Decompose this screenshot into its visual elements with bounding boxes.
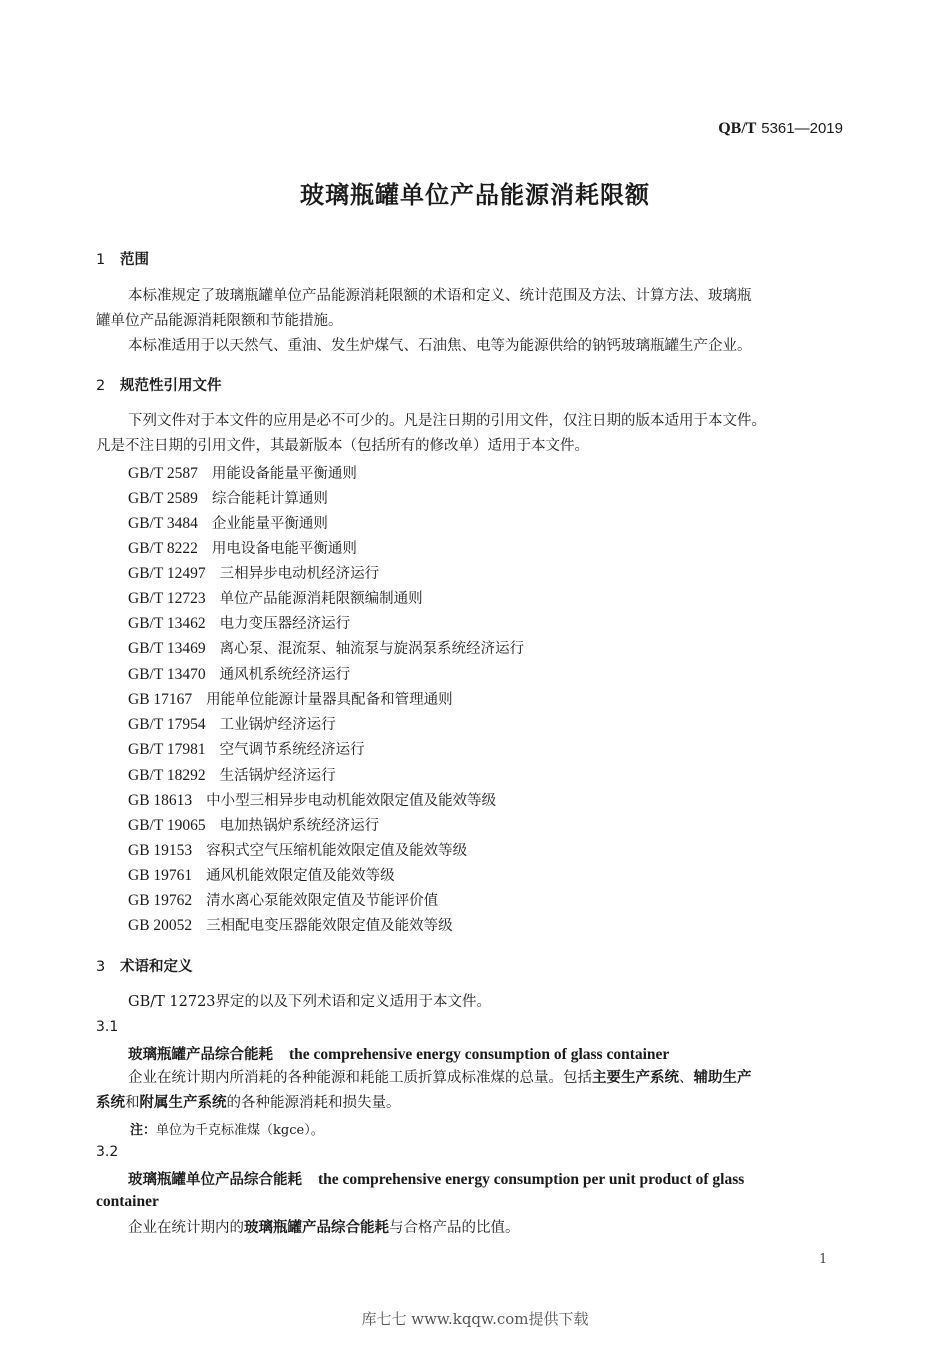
reference-code: GB/T 13462: [128, 615, 206, 632]
terms-intro: GB/T 12723界定的以及下列术语和定义适用于本文件。: [128, 994, 492, 1010]
section-1-number: 1: [96, 252, 106, 268]
term-3-2-definition: [128, 1215, 520, 1241]
download-source-footer: 库七七 www.kqqw.com提供下载: [361, 1310, 589, 1328]
term-3-1: [128, 1043, 669, 1064]
section-3-heading: [96, 955, 193, 976]
reference-item: [128, 713, 336, 734]
reference-title: 综合能耗计算通则: [211, 491, 328, 507]
term-3-2-chinese: 玻璃瓶罐单位产品综合能耗: [128, 1171, 302, 1188]
reference-code: GB/T 12723: [128, 590, 206, 607]
reference-item: [128, 612, 350, 633]
page-number: 1: [819, 1252, 828, 1267]
references-intro-line-2: 凡是不注日期的引用文件，其最新版本（包括所有的修改单）适用于本文件。: [96, 438, 589, 454]
reference-item: [128, 537, 357, 558]
reference-title: 通风机系统经济运行: [219, 667, 351, 683]
reference-title: 中小型三相异步电动机能效限定值及能效等级: [206, 793, 497, 809]
term-3-2-english-line-2-wrap: [96, 1193, 159, 1211]
definition-text: 企业在统计期内的: [128, 1220, 244, 1236]
reference-title: 用能设备能量平衡通则: [211, 466, 357, 482]
reference-title: 三相异步电动机经济运行: [219, 566, 380, 582]
reference-title: 三相配电变压器能效限定值及能效等级: [206, 918, 453, 934]
reference-item: [128, 764, 336, 785]
term-3-1-definition-line-2: [96, 1090, 401, 1116]
section-1-title: 范围: [120, 252, 149, 268]
definition-emphasis: 玻璃瓶罐产品综合能耗: [244, 1219, 389, 1236]
reference-item: [128, 889, 438, 910]
section-3-number: 3: [96, 959, 106, 975]
term-3-2-english-line-2: container: [96, 1193, 159, 1210]
term-3-2-english-line-1: the comprehensive energy consumption per unit product of glass: [318, 1171, 745, 1188]
reference-code: GB/T 12497: [128, 565, 206, 582]
reference-title: 容积式空气压缩机能效限定值及能效等级: [206, 843, 468, 859]
reference-code: GB/T 17954: [128, 716, 206, 733]
reference-title: 生活锅炉经济运行: [219, 768, 336, 784]
scope-paragraph-1-line-1: 本标准规定了玻璃瓶罐单位产品能源消耗限额的术语和定义、统计范围及方法、计算方法、玻璃瓶: [128, 288, 752, 304]
definition-emphasis: 附属生产系统: [139, 1094, 227, 1111]
term-3-1-definition-line-1: [128, 1065, 752, 1091]
reference-code: GB/T 2589: [128, 490, 198, 507]
definition-text: 和: [125, 1095, 140, 1111]
reference-item: [128, 587, 423, 608]
reference-item: [128, 688, 453, 709]
reference-code: GB 18613: [128, 792, 193, 809]
reference-title: 电力变压器经济运行: [219, 616, 351, 632]
term-3-2-number: 3.2: [96, 1144, 119, 1160]
reference-item: [128, 914, 453, 935]
reference-code: GB 19153: [128, 842, 193, 859]
reference-item: [128, 487, 328, 508]
document-title: 玻璃瓶罐单位产品能源消耗限额: [300, 181, 650, 209]
definition-emphasis: 系统: [96, 1094, 125, 1111]
reference-item: [128, 637, 524, 658]
reference-code: GB 20052: [128, 917, 193, 934]
term-3-2: [128, 1168, 744, 1189]
definition-emphasis: 主要生产系统: [592, 1069, 679, 1086]
reference-code: GB/T 13469: [128, 640, 206, 657]
reference-title: 企业能量平衡通则: [211, 516, 328, 532]
reference-code: GB 19762: [128, 892, 193, 909]
term-3-1-number: 3.1: [96, 1019, 119, 1035]
reference-code: GB/T 8222: [128, 540, 198, 557]
section-1-heading: [96, 248, 149, 269]
reference-item: [128, 738, 365, 759]
reference-title: 单位产品能源消耗限额编制通则: [219, 591, 423, 607]
reference-code: GB 17167: [128, 691, 193, 708]
reference-item: [128, 512, 328, 533]
definition-text: 与合格产品的比值。: [389, 1220, 520, 1236]
section-2-title: 规范性引用文件: [120, 378, 222, 394]
note-label: 注：: [130, 1123, 157, 1138]
term-3-1-note: [130, 1119, 324, 1138]
reference-code: GB/T 18292: [128, 767, 206, 784]
reference-code: GB/T 2587: [128, 465, 198, 482]
reference-title: 用电设备电能平衡通则: [211, 541, 357, 557]
definition-emphasis: 辅助生产: [693, 1069, 752, 1086]
standard-number-value: 5361—2019: [761, 120, 843, 137]
section-2-heading: [96, 374, 222, 395]
section-2-number: 2: [96, 378, 106, 394]
reference-title: 离心泵、混流泵、轴流泵与旋涡泵系统经济运行: [219, 641, 525, 657]
definition-text: 企业在统计期内所消耗的各种能源和耗能工质折算成标准煤的总量。包括: [128, 1070, 592, 1086]
definition-text: 的各种能源消耗和损失量。: [226, 1095, 401, 1111]
reference-item: [128, 462, 357, 483]
reference-item: [128, 814, 379, 835]
reference-title: 电加热锅炉系统经济运行: [219, 818, 380, 834]
reference-item: [128, 789, 496, 810]
reference-code: GB 19761: [128, 867, 193, 884]
section-3-title: 术语和定义: [120, 959, 193, 975]
references-intro-line-1: 下列文件对于本文件的应用是必不可少的。凡是注日期的引用文件，仅注日期的版本适用于本文件。: [128, 413, 766, 429]
term-3-1-english: the comprehensive energy consumption of glass container: [289, 1046, 670, 1063]
reference-title: 工业锅炉经济运行: [219, 717, 336, 733]
scope-paragraph-2: 本标准适用于以天然气、重油、发生炉煤气、石油焦、电等为能源供给的钠钙玻璃瓶罐生产企业。: [128, 338, 752, 354]
reference-item: [128, 663, 350, 684]
reference-title: 清水离心泵能效限定值及节能评价值: [206, 893, 439, 909]
reference-code: GB/T 17981: [128, 741, 206, 758]
definition-text: 、: [679, 1070, 694, 1086]
term-3-1-chinese: 玻璃瓶罐产品综合能耗: [128, 1046, 273, 1063]
note-text: 单位为千克标准煤（kgce）。: [156, 1123, 324, 1138]
reference-title: 空气调节系统经济运行: [219, 742, 365, 758]
reference-code: GB/T 13470: [128, 666, 206, 683]
reference-code: GB/T 3484: [128, 515, 198, 532]
reference-title: 通风机能效限定值及能效等级: [206, 868, 395, 884]
standard-prefix: QB/T: [718, 120, 757, 137]
reference-item: [128, 562, 379, 583]
reference-code: GB/T 19065: [128, 817, 206, 834]
scope-paragraph-1-line-2: 罐单位产品能源消耗限额和节能措施。: [96, 313, 343, 329]
reference-title: 用能单位能源计量器具配备和管理通则: [206, 692, 453, 708]
reference-item: [128, 839, 467, 860]
reference-item: [128, 864, 395, 885]
standard-number: [718, 119, 843, 138]
